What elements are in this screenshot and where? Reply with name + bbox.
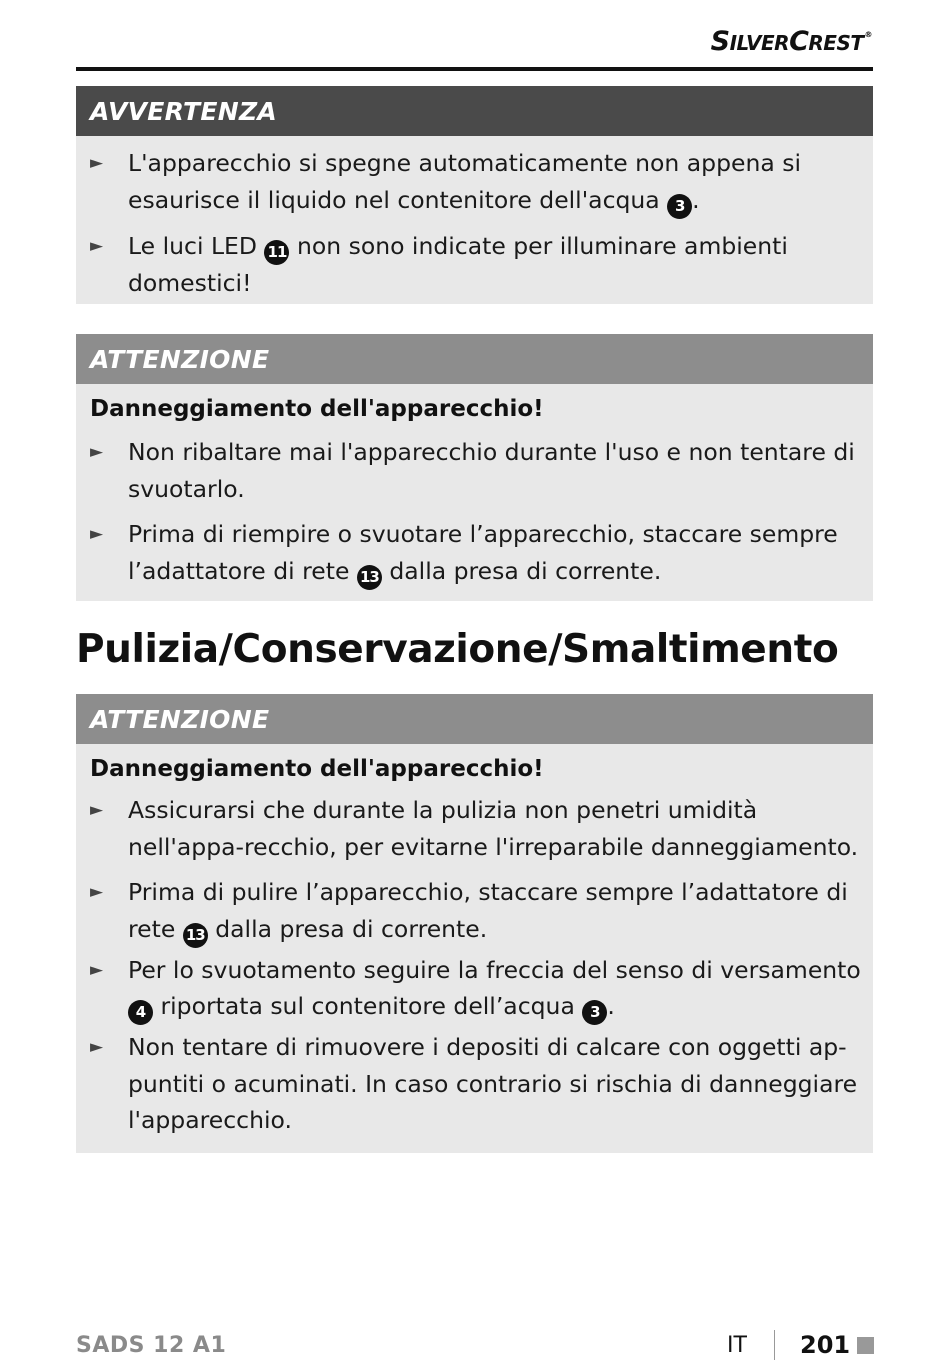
footer-model: SADS 12 A1 <box>76 1333 227 1358</box>
footer-divider <box>774 1330 775 1360</box>
bullet-arrow-icon: ► <box>90 800 104 820</box>
header-rule <box>76 67 873 71</box>
brand-letters: ILVER <box>729 31 790 55</box>
bullet-arrow-icon: ► <box>90 442 104 462</box>
caution-subtitle: Danneggiamento dell'apparecchio! <box>90 756 544 782</box>
list-item <box>76 434 873 507</box>
item-text: Le luci LED <box>128 231 265 260</box>
item-text: riportata sul contenitore dell’acqua <box>153 992 583 1020</box>
caution-list <box>76 432 873 590</box>
bullet-arrow-icon: ► <box>90 153 104 173</box>
caution-header: ATTENZIONE <box>76 694 873 744</box>
part-number-badge: 3 <box>667 194 692 219</box>
brand-letter: S <box>710 26 730 57</box>
cleaning-list <box>76 792 873 1139</box>
bullet-arrow-icon: ► <box>90 1037 104 1057</box>
list-item <box>76 145 873 219</box>
item-text: Non tentare di rimuovere i depositi di calcare con oggetti ap-puntiti o acuminati. In caso contrario si rischia di danneggiare l'apparecchio. <box>128 1033 858 1134</box>
item-text: non sono indicate per illuminare ambienti domestici! <box>128 231 788 297</box>
part-number-badge: 13 <box>183 923 208 948</box>
section-title: Pulizia/Conservazione/Smaltimento <box>76 627 839 672</box>
bullet-arrow-icon: ► <box>90 235 104 256</box>
caution-box-cleaning <box>76 694 873 1153</box>
brand-logo <box>711 26 872 57</box>
brand-letters: REST <box>808 31 864 55</box>
list-item <box>76 792 873 865</box>
warning-list <box>76 136 873 301</box>
item-text: Prima di riempire o svuotare l’apparecchio, staccare sempre l’adattatore di rete <box>128 520 838 585</box>
item-text: Prima di pulire l’apparecchio, staccare sempre l’adattatore di rete <box>128 878 848 943</box>
part-number-badge: 4 <box>128 1000 153 1025</box>
list-item <box>76 516 873 590</box>
caution-box <box>76 334 873 601</box>
brand-letter: C <box>789 26 809 57</box>
part-number-badge: 11 <box>264 240 289 265</box>
item-text: . <box>692 185 700 214</box>
item-text: dalla presa di corrente. <box>207 914 488 943</box>
bullet-arrow-icon: ► <box>90 959 104 980</box>
caution-subtitle: Danneggiamento dell'apparecchio! <box>90 396 544 422</box>
part-number-badge: 3 <box>582 1000 607 1025</box>
item-text: Per lo svuotamento seguire la freccia del senso di versamento <box>128 955 861 984</box>
item-text: Assicurarsi che durante la pulizia non penetri umidità nell'appa-recchio, per evitarne l'irreparabile danneggiamento. <box>128 796 859 861</box>
item-text: dalla presa di corrente. <box>381 556 662 585</box>
page-number: 201 <box>800 1331 851 1359</box>
list-item <box>76 1029 873 1139</box>
part-number-badge: 13 <box>357 565 382 590</box>
list-item <box>76 228 873 302</box>
warning-header: AVVERTENZA <box>76 86 873 136</box>
registered-mark: ® <box>864 30 872 39</box>
warning-box <box>76 86 873 304</box>
item-text: Non ribaltare mai l'apparecchio durante l'uso e non tentare di svuotarlo. <box>128 438 855 503</box>
caution-header: ATTENZIONE <box>76 334 873 384</box>
list-item <box>76 952 873 1026</box>
footer-square-icon <box>857 1337 874 1354</box>
bullet-arrow-icon: ► <box>90 524 104 544</box>
list-item <box>76 874 873 948</box>
item-text: . <box>607 992 615 1020</box>
bullet-arrow-icon: ► <box>90 882 104 902</box>
footer-language: IT <box>727 1333 747 1358</box>
item-text: L'apparecchio si spegne automaticamente non appena si esaurisce il liquido nel contenitore dell'acqua <box>128 149 801 214</box>
